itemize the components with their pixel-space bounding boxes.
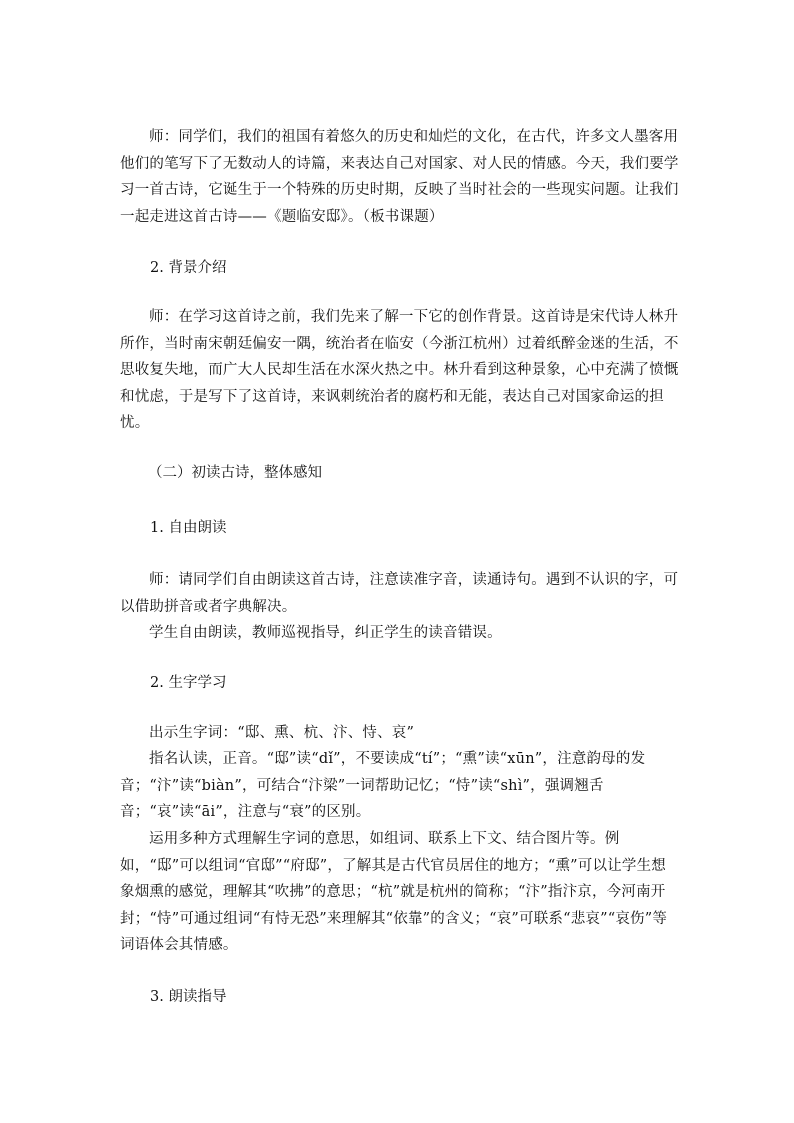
free-reading-paragraph: 师：请同学们自由朗读这首古诗，注意读准字音，读通诗句。遇到不认识的字，可以借助拼音或者字典解决。 [120, 572, 679, 615]
background-paragraph: 师：在学习这首诗之前，我们先来了解一下它的创作背景。这首诗是宋代诗人林升所作，当时南宋朝廷偏安一隅，统治者在临安（今浙江杭州）过着纸醉金迷的生活，不思收复失地，而广大人民却生活在水深火热之中。林升看到这种景象，心中充满了愤慨和忧虑，于是写下了这首诗，来讽刺统治者的腐朽和无能，表达自己对国家命运的担忧。 [120, 309, 679, 431]
heading-free-reading: 1. 自由朗读 [150, 520, 227, 536]
new-words-show: 出示生字词：“邸、熏、杭、汴、恃、哀” [149, 725, 415, 741]
heading-new-words: 2. 生字学习 [150, 675, 227, 691]
intro-paragraph: 师：同学们，我们的祖国有着悠久的历史和灿烂的文化，在古代，许多文人墨客用他们的笔写下了无数动人的诗篇，来表达自己对国家、对人民的情感。今天，我们要学习一首古诗，它诞生于一个特殊的历史时期，反映了当时社会的一些现实问题。让我们一起走进这首古诗——《题临安邸》。（板书课题） [120, 129, 679, 225]
section-heading-first-reading: （二）初读古诗，整体感知 [148, 465, 322, 481]
free-reading-activity: 学生自由朗读，教师巡视指导，纠正学生的读音错误。 [149, 625, 502, 641]
new-words-pronunciation: 指名认读，正音。“邸”读“dǐ”，不要读成“tí”；“熏”读“xūn”，注意韵母的发音；“汴”读“biàn”，可结合“汴梁”一词帮助记忆；“恃”读“shì”，强调翘舌音；“哀”读“āi”，注意与“衰”的区别。 [120, 751, 646, 820]
heading-guided-reading: 3. 朗读指导 [150, 989, 227, 1005]
new-words-meaning: 运用多种方式理解生字词的意思，如组词、联系上下文、结合图片等。例如，“邸”可以组词“官邸”“府邸”，了解其是古代官员居住的地方；“熏”可以让学生想象烟熏的感觉，理解其“吹拂”的意思；“杭”就是杭州的简称；“汴”指汴京，今河南开封；“恃”可通过组词“有恃无恐”来理解其“依靠”的含义；“哀”可联系“悲哀”“哀伤”等词语体会其情感。 [120, 831, 668, 953]
heading-background: 2. 背景介绍 [150, 260, 227, 276]
